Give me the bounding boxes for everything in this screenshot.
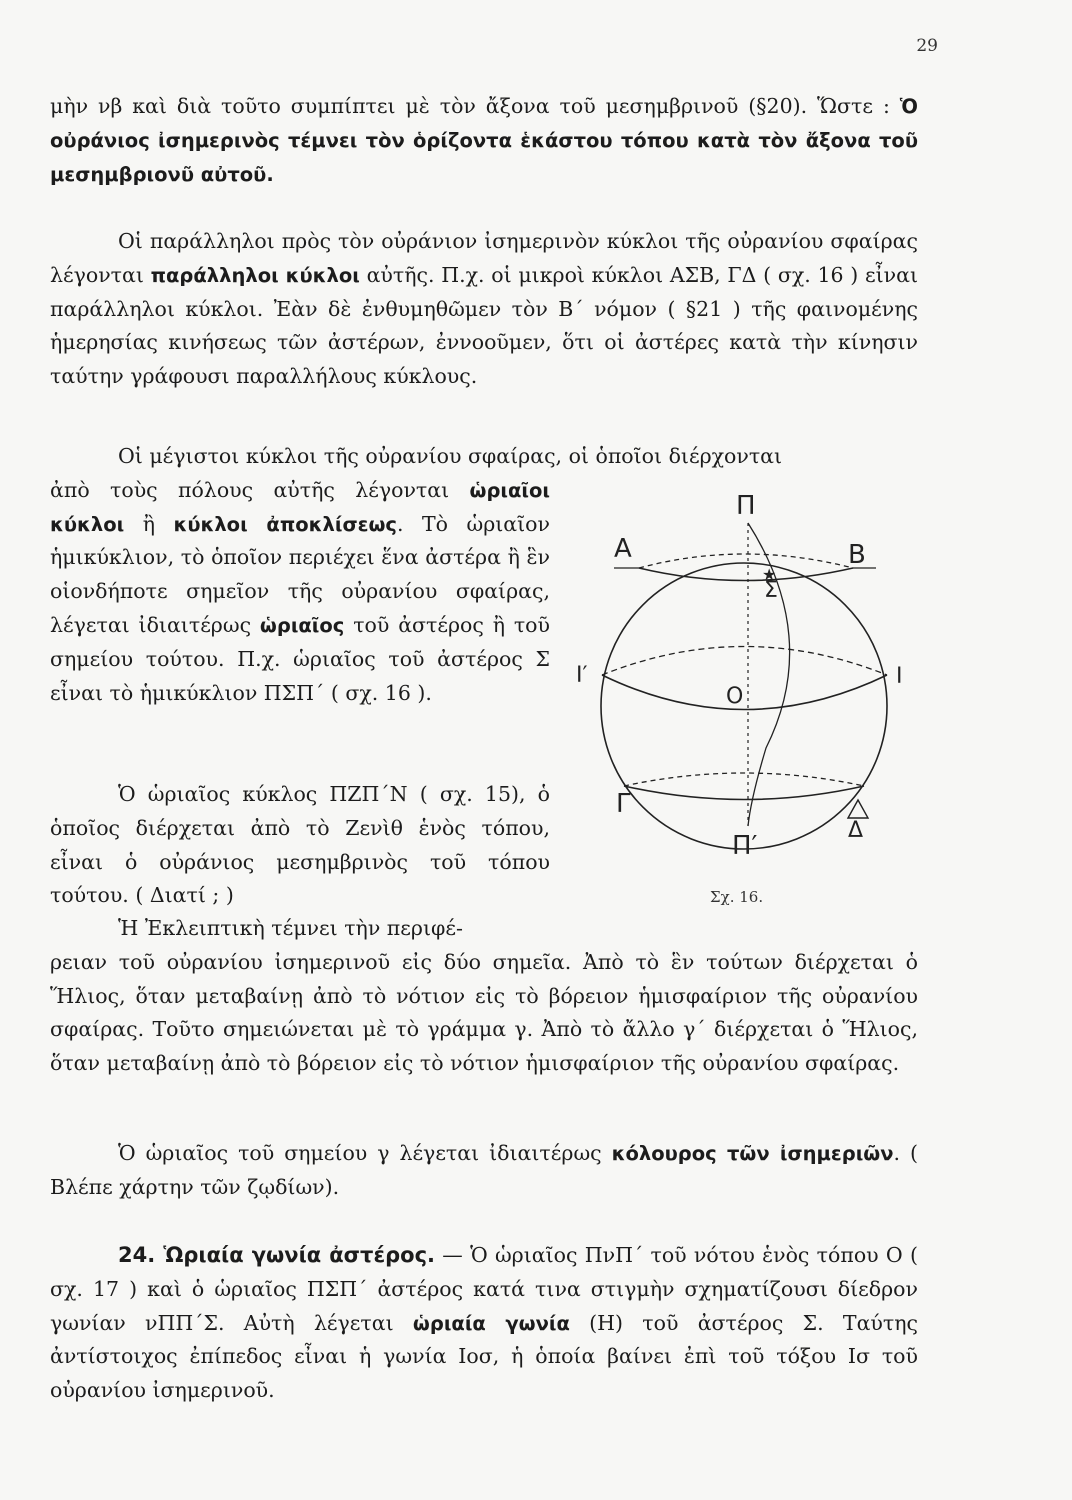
paragraph-ecliptic — [50, 912, 918, 1081]
label-pi: Π — [736, 491, 756, 521]
bold-term: ὡριαία γωνία — [412, 1311, 570, 1335]
text: . ( Βλέπε χάρτην τῶν ζῳδίων). — [50, 1141, 919, 1199]
text: . Τὸ ὡριαῖον ἡμικύκλιον, τὸ ὁποῖον περιέχει ἕνα ἀστέρα ἢ ἓν οἱονδήποτε σημεῖον τῆς οὐρανίου σφαίρας, λέγεται ἰδιαιτέρως — [50, 511, 550, 637]
text: ρειαν τοῦ οὐρανίου ἰσημερινοῦ εἰς δύο σημεῖα. Ἀπὸ τὸ ἓν τούτων διέρχεται ὁ Ἥλιος, ὅταν μεταβαίνῃ ἀπὸ τὸ νότιον εἰς τὸ βόρειον ἡμισφαίριον τῆς οὐρανίου σφαίρας. Τοῦτο σημειώνεται μὲ τὸ γράμμα γ. Ἀπὸ τὸ ἄλλο γ΄ διέρχεται ὁ Ἥλιος, ὅταν μεταβαίνῃ ἀπὸ τὸ βόρειον εἰς τὸ νότιον ἡμισφαίριον τῆς οὐρανίου σφαίρας. — [50, 949, 918, 1076]
parallel-ab-back — [639, 554, 853, 568]
section-24 — [50, 1239, 918, 1408]
label-gamma: Γ — [616, 789, 631, 819]
text: Οἱ παράλληλοι πρὸς τὸν οὐράνιον ἰσημερινὸν κύκλοι τῆς οὐρανίου σφαίρας λέγονται — [50, 229, 918, 287]
bold-term: ὡριαῖοι κύκλοι — [50, 478, 550, 536]
text-line: Οἱ μέγιστοι κύκλοι τῆς οὐρανίου σφαίρας, οἱ ὁποῖοι διέρχονται — [118, 444, 783, 468]
text: τοῦ ἀστέρος ἢ τοῦ σημείου τούτου. Π.χ. ὡριαῖος τοῦ ἀστέρος Σ εἶναι τὸ ἡμικύκλιον ΠΣΠ΄ ( σχ. 16 ). — [50, 612, 550, 705]
label-iota: Ι — [896, 664, 903, 689]
text: — Ὁ ὡριαῖος ΠνΠ΄ τοῦ νότου ἑνὸς τόπου Ο ( σχ. 17 ) καὶ ὁ ὡριαῖος ΠΣΠ΄ ἀστέρος κατά τινα στιγμὴν σχηματίζουσι δίεδρον γωνίαν νΠΠ΄Σ. Αὐτὴ λέγεται — [50, 1243, 918, 1335]
spacer — [601, 678, 887, 703]
bold-statement: Ὁ οὐράνιος ἰσημερινὸς τέμνει τὸν ὁρίζοντα ἑκάστου τόπου κατὰ τὸν ἄξονα τοῦ μεσημβριονῦ αὐτοῦ. — [50, 95, 918, 186]
text: μὴν νβ καὶ διὰ τοῦτο συμπίπτει μὲ τὸν ἄξονα τοῦ μεσημβρινοῦ (§20). Ὥστε : — [50, 94, 900, 118]
celestial-sphere-figure — [566, 488, 936, 928]
paragraph-horizon-axis — [50, 90, 918, 191]
text: αὐτῆς. Π.χ. οἱ μικροὶ κύκλοι ΑΣΒ, ΓΔ ( σχ. 16 ) εἶναι παράλληλοι κύκλοι. Ἐὰν δὲ ἐνθυμηθῶμεν τὸν Β΄ νόμον ( §21 ) τῆς φαινομένης ἡμερησίας κινήσεως τῶν ἀστέρων, ἐννοοῦμεν, ὅτι οἱ ἀστέρες κατὰ τὴν κίνησιν ταύτην γράφουσι παραλλήλους κύκλους. — [50, 262, 918, 389]
section-heading: 24. Ὡριαία γωνία ἀστέρος. — [118, 1243, 436, 1267]
equator-back — [602, 647, 887, 676]
page-number: 29 — [916, 36, 938, 56]
text: Ὁ ὡριαῖος τοῦ σημείου γ λέγεται ἰδιαιτέρως — [118, 1141, 612, 1165]
star-icon: ★ — [762, 565, 777, 584]
sphere-outline — [601, 563, 887, 849]
bold-term: παράλληλοι κύκλοι — [150, 263, 360, 287]
label-delta: Δ — [848, 818, 864, 843]
bold-term: κύκλοι ἀποκλίσεως — [173, 512, 397, 536]
label-center: Ο — [726, 684, 744, 709]
triangle-icon — [848, 800, 868, 818]
text: (Η) τοῦ ἀστέρος Σ. Ταύτης ἀντίστοιχος ἐπίπεδος εἶναι ἡ γωνία Ιοσ, ἡ ὁποία βαίνει ἐπὶ τοῦ τόξου Ισ τοῦ οὐρανίου ἰσημερινοῦ. — [50, 1310, 918, 1403]
bold-term: κόλουρος τῶν ἰσημεριῶν — [611, 1142, 894, 1165]
label-a: Α — [614, 534, 632, 564]
text: ἢ — [124, 511, 174, 536]
parallel-ab-front — [639, 568, 853, 581]
label-sigma: Σ — [764, 578, 778, 603]
label-pi-prime: Π′ — [732, 831, 758, 861]
label-b: Β — [848, 540, 866, 570]
label-gamma-prime: Ι′ — [576, 663, 588, 688]
text-line: Ἡ Ἐκλειπτικὴ τέμνει τὴν περιφέ- — [118, 916, 463, 940]
parallel-gd-front — [624, 786, 864, 800]
text: ἀπὸ τοὺς πόλους αὐτῆς λέγονται — [50, 477, 470, 502]
paragraph-parallel-circles — [50, 225, 918, 394]
text: Ὁ ὡριαῖος κύκλος ΠΖΠ΄Ν ( σχ. 15), ὁ ὁποῖος διέρχεται ἀπὸ τὸ Ζενὶθ ἑνὸς τόπου, εἶναι ὁ οὐράνιος μεσημβρινὸς τοῦ τόπου τούτου. ( Διατί ; ) — [50, 782, 550, 908]
parallel-gd-back — [624, 773, 864, 786]
paragraph-equinoctial-colure — [50, 1137, 918, 1205]
equator-front — [602, 675, 887, 710]
figure-caption: Σχ. 16. — [710, 888, 764, 906]
bold-term: ὡριαῖος — [259, 613, 345, 637]
